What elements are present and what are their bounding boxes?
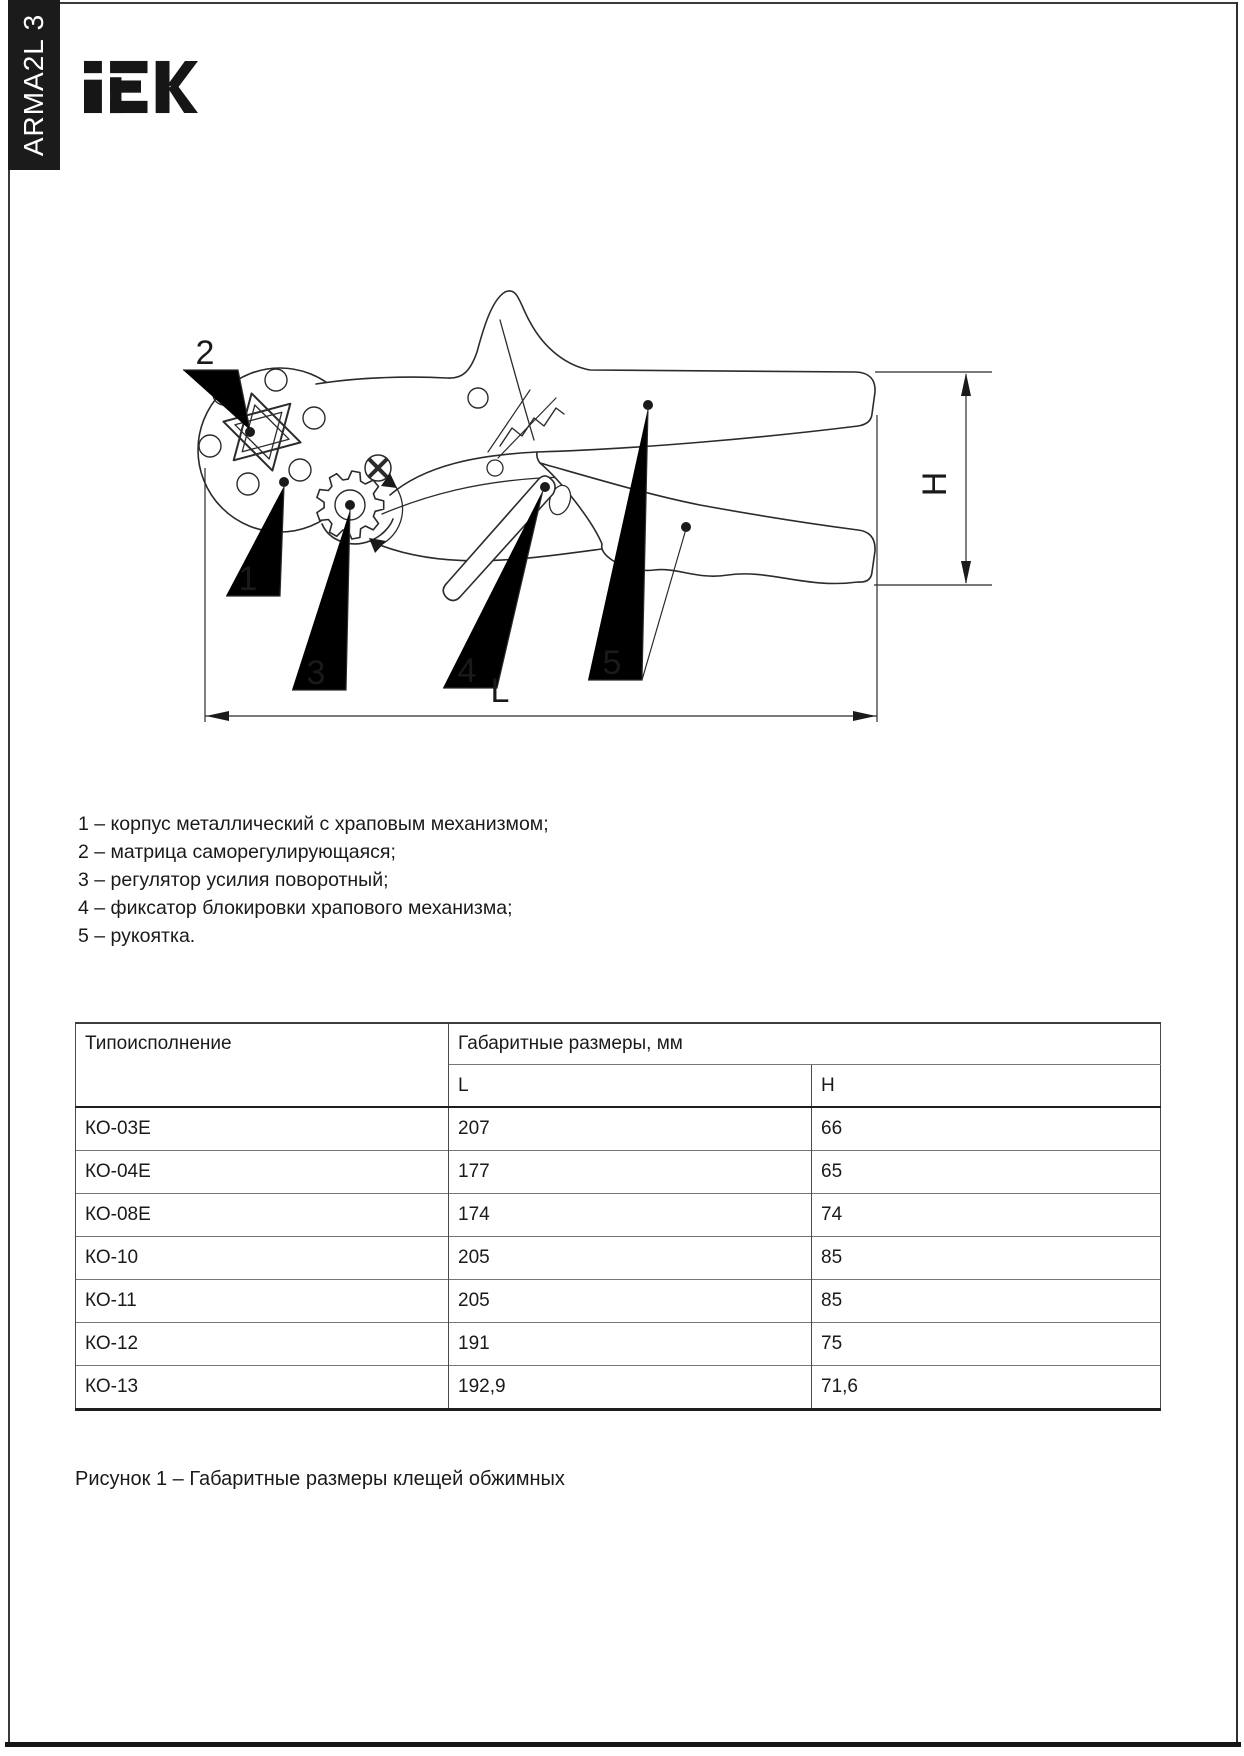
legend-item-3: 3 – регулятор усилия поворотный; [78, 869, 389, 891]
rotation-arrow-arc [378, 480, 403, 546]
crimping-tool-figure [0, 230, 1244, 740]
cell-type: КО-11 [76, 1280, 449, 1323]
cell-type: КО-12 [76, 1323, 449, 1366]
cell-h: 85 [812, 1237, 1161, 1280]
table-row [76, 1151, 1161, 1194]
spring-pocket-line-a [488, 390, 530, 452]
cell-l: 192,9 [449, 1366, 812, 1410]
cell-l: 207 [449, 1107, 812, 1151]
cell-l: 174 [449, 1194, 812, 1237]
legend-item-2: 2 – матрица саморегулирующаяся; [78, 841, 396, 863]
legend-item-5: 5 – рукоятка. [78, 925, 196, 947]
cover-hole [468, 388, 488, 408]
cell-h: 71,6 [812, 1366, 1161, 1410]
phillips-screw [365, 455, 391, 481]
page-border-bottom [5, 1742, 1241, 1747]
figure-caption: Рисунок 1 – Габаритные размеры клещей обжимных [75, 1468, 565, 1490]
col-header-h: H [812, 1065, 1161, 1108]
cell-type: КО-13 [76, 1366, 449, 1410]
spring-anchor-hole [487, 460, 503, 476]
series-code-text: ARMA2L 3 [18, 13, 49, 157]
legend-item-1: 1 – корпус металлический с храповым механизмом; [78, 813, 549, 835]
dim-h-label: H [916, 471, 954, 497]
cell-h: 65 [812, 1151, 1161, 1194]
cell-l: 191 [449, 1323, 812, 1366]
lower-handle-outline [540, 463, 875, 584]
callout-label-4: 4 [457, 652, 477, 690]
table-row [76, 1237, 1161, 1280]
iek-logo-glyphs [84, 61, 198, 113]
cell-h: 66 [812, 1107, 1161, 1151]
table-row [76, 1323, 1161, 1366]
series-code-bar [8, 0, 60, 170]
callout-label-3: 3 [306, 654, 326, 692]
callout-label-2: 2 [195, 334, 215, 372]
table-row [76, 1107, 1161, 1151]
cell-h: 85 [812, 1280, 1161, 1323]
iek-logo [84, 60, 198, 114]
spring-zigzag [500, 408, 564, 446]
cell-type: КО-08Е [76, 1194, 449, 1237]
cell-type: КО-03Е [76, 1107, 449, 1151]
cell-h: 75 [812, 1323, 1161, 1366]
trigger-boundary-line [500, 320, 534, 440]
dimensions-table [75, 1022, 1161, 1411]
callout-label-1: 1 [238, 560, 258, 598]
callout-label-5: 5 [602, 644, 622, 682]
table-row [76, 1366, 1161, 1410]
dim-l-label: L [490, 672, 510, 710]
table-row [76, 1194, 1161, 1237]
cell-type: КО-04Е [76, 1151, 449, 1194]
cell-l: 205 [449, 1280, 812, 1323]
legend-item-4: 4 – фиксатор блокировки храпового механизма; [78, 897, 513, 919]
col-header-l: L [449, 1065, 812, 1108]
page-border-top [8, 2, 1238, 4]
cell-h: 74 [812, 1194, 1161, 1237]
col-header-type: Типоисполнение [76, 1023, 449, 1107]
col-header-dims: Габаритные размеры, мм [449, 1023, 1161, 1065]
pivot-fork [537, 452, 540, 463]
upper-handle-outline [316, 291, 875, 495]
parts-legend [78, 810, 549, 950]
cell-l: 177 [449, 1151, 812, 1194]
cell-type: КО-10 [76, 1237, 449, 1280]
table-row [76, 1280, 1161, 1323]
cell-l: 205 [449, 1237, 812, 1280]
